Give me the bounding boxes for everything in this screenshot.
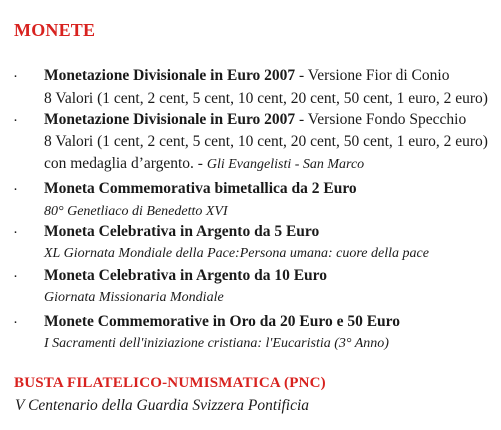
list-item xyxy=(44,111,466,129)
item-title: Moneta Celebrativa in Argento da 10 Euro xyxy=(44,267,328,284)
item-subtitle: I Sacramenti dell'iniziazione cristiana: l'Eucaristia (3° Anno) xyxy=(44,336,389,351)
item-title: Monetazione Divisionale in Euro 2007 xyxy=(44,111,296,128)
item-detail xyxy=(44,155,364,173)
item-suffix: - Versione Fondo Specchio xyxy=(299,111,467,128)
item-suffix: - Versione Fior di Conio xyxy=(299,67,450,84)
item-title: Moneta Celebrativa in Argento da 5 Euro xyxy=(44,223,320,240)
item-subtitle: Giornata Missionaria Mondiale xyxy=(44,290,224,305)
item-title: Monete Commemorative in Oro da 20 Euro e 50 Euro xyxy=(44,313,401,330)
list-bullet: · xyxy=(13,225,18,241)
item-title: Moneta Commemorativa bimetallica da 2 Euro xyxy=(44,180,357,197)
item-detail: 8 Valori (1 cent, 2 cent, 5 cent, 10 cent, 20 cent, 50 cent, 1 euro, 2 euro) xyxy=(44,133,488,150)
item-subtitle: 80° Genetliaco di Benedetto XVI xyxy=(44,204,228,219)
item-detail-text: con medaglia d’argento. - xyxy=(44,155,203,172)
item-detail: 8 Valori (1 cent, 2 cent, 5 cent, 10 cent, 20 cent, 50 cent, 1 euro, 2 euro) xyxy=(44,90,488,107)
list-bullet: · xyxy=(13,269,18,285)
list-bullet: · xyxy=(13,315,18,331)
section-heading-busta: BUSTA FILATELICO-NUMISMATICA (PNC) xyxy=(14,375,326,391)
item-title: Monetazione Divisionale in Euro 2007 xyxy=(44,67,296,84)
list-bullet: · xyxy=(13,182,18,198)
section-heading-monete: MONETE xyxy=(14,20,96,40)
item-subtitle: XL Giornata Mondiale della Pace:Persona umana: cuore della pace xyxy=(44,246,429,261)
list-item xyxy=(44,67,449,85)
list-bullet: · xyxy=(13,113,18,129)
busta-subtitle: V Centenario della Guardia Svizzera Pontificia xyxy=(15,397,310,414)
item-detail-italic: Gli Evangelisti - San Marco xyxy=(206,157,365,172)
list-bullet: · xyxy=(13,69,18,85)
